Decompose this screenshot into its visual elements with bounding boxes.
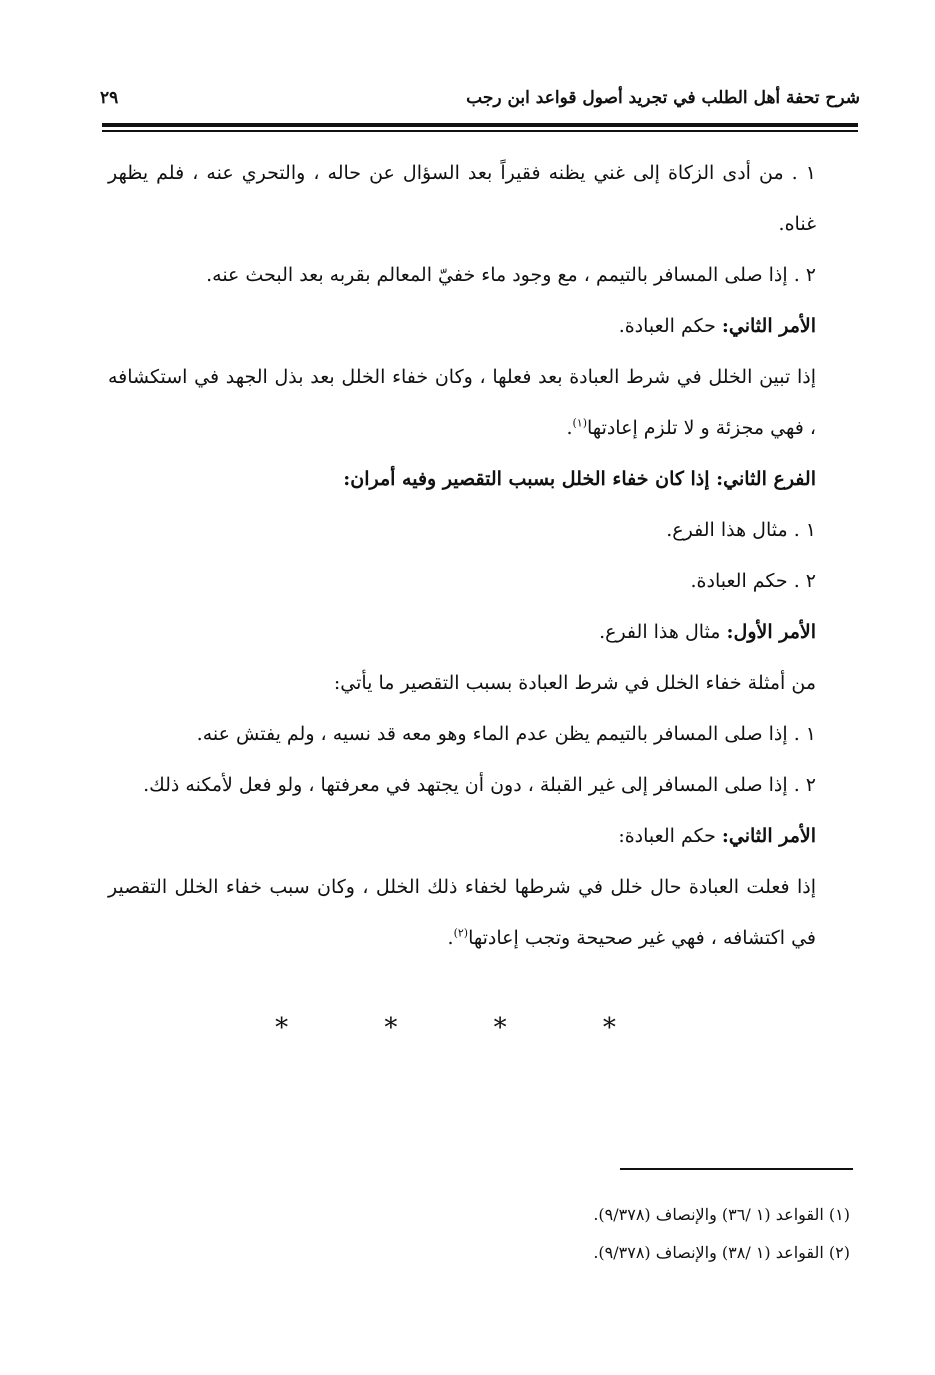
footnote-ref-1: (١) <box>572 416 588 430</box>
paragraph-examples-intro: من أمثلة خفاء الخلل في شرط العبادة بسبب التقصير ما يأتي: <box>333 672 816 694</box>
footnote-1: (١) القواعد (١ /٣٦) والإنصاف (٩/٣٧٨). <box>593 1205 850 1224</box>
footnote-ref-2: (٢) <box>453 926 469 940</box>
heading-text: مثال هذا الفرع. <box>599 621 727 643</box>
heading-label: الأمر الأول: <box>726 621 816 643</box>
paragraph-example-3: ١ . إذا صلى المسافر بالتيمم يظن عدم الماء وهو معه قد نسيه ، ولم يفتش عنه. <box>196 723 816 745</box>
heading-text: حكم العبادة: <box>618 825 722 847</box>
footnotes <box>108 1196 850 1272</box>
running-header <box>100 88 860 122</box>
main-text <box>108 148 838 964</box>
page-number: ٢٩ <box>100 88 119 108</box>
section-separator: * * * * <box>275 1013 660 1043</box>
paragraph-ruling-1 <box>108 352 838 454</box>
heading-text: حكم العبادة. <box>618 315 722 337</box>
paragraph-ruling-2 <box>108 862 838 964</box>
heading-label: الأمر الثاني: <box>721 315 816 337</box>
footnote-rule <box>620 1168 853 1170</box>
heading-second-matter <box>108 301 838 352</box>
running-title: شرح تحفة أهل الطلب في تجريد أصول قواعد ابن رجب <box>466 88 860 108</box>
paragraph-example-2: ٢ . إذا صلى المسافر بالتيمم ، مع وجود ماء خفيّ المعالم بقربه بعد البحث عنه. <box>206 264 816 286</box>
ruling-2-end: . <box>447 927 454 949</box>
heading-first-matter <box>108 607 838 658</box>
header-rule-thin <box>102 130 858 132</box>
ruling-1-end: . <box>566 417 573 439</box>
header-rule-thick <box>102 123 858 127</box>
footnote-2: (٢) القواعد (١ /٣٨) والإنصاف (٩/٣٧٨). <box>593 1243 850 1262</box>
ruling-2-text: إذا فعلت العبادة حال خلل في شرطها لخفاء ذلك الخلل ، وكان سبب خفاء الخلل التقصير في اكتشافه ، فهي غير صحيحة وتجب إعادتها <box>108 876 816 949</box>
heading-second-branch: الفرع الثاني: إذا كان خفاء الخلل بسبب التقصير وفيه أمران: <box>343 468 816 490</box>
heading-label: الأمر الثاني: <box>721 825 816 847</box>
heading-second-matter-2 <box>108 811 838 862</box>
paragraph-example-4: ٢ . إذا صلى المسافر إلى غير القبلة ، دون أن يجتهد في معرفتها ، ولو فعل لأمكنه ذلك. <box>143 774 816 796</box>
list-item-ruling: ٢ . حكم العبادة. <box>690 570 816 592</box>
paragraph-example-1: ١ . من أدى الزكاة إلى غني يظنه فقيراً بعد السؤال عن حاله ، والتحري عنه ، فلم يظهر غناه. <box>108 162 816 235</box>
ruling-1-text: إذا تبين الخلل في شرط العبادة بعد فعلها ، وكان خفاء الخلل بعد بذل الجهد في استكشافه ، فهي مجزئة و لا تلزم إعادتها <box>108 366 816 439</box>
list-item-example: ١ . مثال هذا الفرع. <box>666 519 816 541</box>
